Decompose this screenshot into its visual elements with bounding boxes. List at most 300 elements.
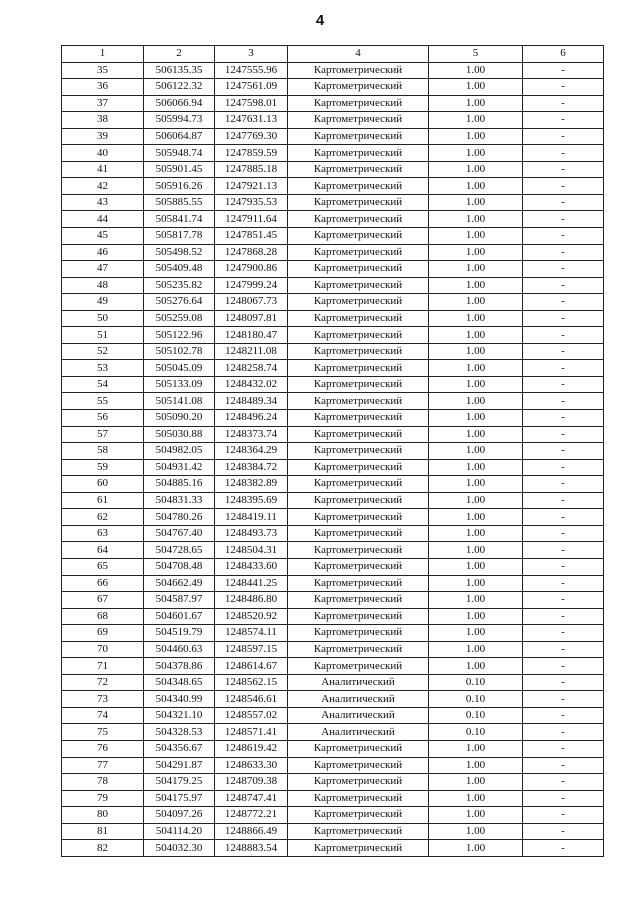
x-coordinate-cell: 505102.78: [144, 343, 215, 360]
y-coordinate-cell: 1247631.13: [215, 112, 288, 129]
method-cell: Картометрический: [288, 194, 429, 211]
x-coordinate-cell: 504348.65: [144, 674, 215, 691]
note-cell: -: [523, 79, 604, 96]
note-cell: -: [523, 228, 604, 245]
method-cell: Картометрический: [288, 492, 429, 509]
table-row: [62, 112, 604, 129]
method-cell: Картометрический: [288, 294, 429, 311]
table-row: [62, 840, 604, 857]
note-cell: -: [523, 641, 604, 658]
y-coordinate-cell: 1247885.18: [215, 161, 288, 178]
note-cell: -: [523, 95, 604, 112]
x-coordinate-cell: 504931.42: [144, 459, 215, 476]
y-coordinate-cell: 1247921.13: [215, 178, 288, 195]
note-cell: -: [523, 360, 604, 377]
note-cell: -: [523, 128, 604, 145]
method-cell: Картометрический: [288, 525, 429, 542]
y-coordinate-cell: 1247598.01: [215, 95, 288, 112]
y-coordinate-cell: 1247859.59: [215, 145, 288, 162]
accuracy-cell: 1.00: [429, 145, 523, 162]
method-cell: Картометрический: [288, 426, 429, 443]
point-number-cell: 78: [62, 774, 144, 791]
method-cell: Аналитический: [288, 724, 429, 741]
method-cell: Картометрический: [288, 310, 429, 327]
table-row: [62, 343, 604, 360]
x-coordinate-cell: 506066.94: [144, 95, 215, 112]
table-row: [62, 277, 604, 294]
x-coordinate-cell: 505916.26: [144, 178, 215, 195]
method-cell: Картометрический: [288, 823, 429, 840]
table-row: [62, 244, 604, 261]
x-coordinate-cell: 504097.26: [144, 807, 215, 824]
note-cell: -: [523, 625, 604, 642]
method-cell: Картометрический: [288, 211, 429, 228]
accuracy-cell: 1.00: [429, 112, 523, 129]
table-row: [62, 393, 604, 410]
point-number-cell: 60: [62, 476, 144, 493]
x-coordinate-cell: 505901.45: [144, 161, 215, 178]
point-number-cell: 46: [62, 244, 144, 261]
point-number-cell: 38: [62, 112, 144, 129]
point-number-cell: 76: [62, 740, 144, 757]
column-header: 5: [429, 46, 523, 63]
note-cell: -: [523, 608, 604, 625]
note-cell: -: [523, 575, 604, 592]
x-coordinate-cell: 505885.55: [144, 194, 215, 211]
note-cell: -: [523, 707, 604, 724]
accuracy-cell: 0.10: [429, 724, 523, 741]
point-number-cell: 56: [62, 410, 144, 427]
accuracy-cell: 1.00: [429, 492, 523, 509]
accuracy-cell: 1.00: [429, 608, 523, 625]
table-row: [62, 790, 604, 807]
method-cell: Картометрический: [288, 145, 429, 162]
point-number-cell: 73: [62, 691, 144, 708]
y-coordinate-cell: 1248180.47: [215, 327, 288, 344]
y-coordinate-cell: 1248614.67: [215, 658, 288, 675]
accuracy-cell: 1.00: [429, 228, 523, 245]
y-coordinate-cell: 1248520.92: [215, 608, 288, 625]
method-cell: Картометрический: [288, 592, 429, 609]
x-coordinate-cell: 504340.99: [144, 691, 215, 708]
point-number-cell: 43: [62, 194, 144, 211]
point-number-cell: 54: [62, 376, 144, 393]
x-coordinate-cell: 505030.88: [144, 426, 215, 443]
accuracy-cell: 1.00: [429, 376, 523, 393]
accuracy-cell: 1.00: [429, 641, 523, 658]
table-row: [62, 128, 604, 145]
method-cell: Картометрический: [288, 443, 429, 460]
y-coordinate-cell: 1248504.31: [215, 542, 288, 559]
y-coordinate-cell: 1248709.38: [215, 774, 288, 791]
accuracy-cell: 1.00: [429, 774, 523, 791]
x-coordinate-cell: 505817.78: [144, 228, 215, 245]
method-cell: Аналитический: [288, 674, 429, 691]
table-row: [62, 674, 604, 691]
coordinates-table: [61, 45, 604, 857]
point-number-cell: 80: [62, 807, 144, 824]
accuracy-cell: 1.00: [429, 277, 523, 294]
accuracy-cell: 1.00: [429, 310, 523, 327]
point-number-cell: 68: [62, 608, 144, 625]
x-coordinate-cell: 505841.74: [144, 211, 215, 228]
accuracy-cell: 1.00: [429, 178, 523, 195]
method-cell: Картометрический: [288, 575, 429, 592]
method-cell: Картометрический: [288, 228, 429, 245]
accuracy-cell: 1.00: [429, 823, 523, 840]
method-cell: Картометрический: [288, 376, 429, 393]
x-coordinate-cell: 504032.30: [144, 840, 215, 857]
accuracy-cell: 1.00: [429, 658, 523, 675]
accuracy-cell: 1.00: [429, 244, 523, 261]
x-coordinate-cell: 505235.82: [144, 277, 215, 294]
x-coordinate-cell: 506122.32: [144, 79, 215, 96]
point-number-cell: 61: [62, 492, 144, 509]
x-coordinate-cell: 504831.33: [144, 492, 215, 509]
accuracy-cell: 1.00: [429, 410, 523, 427]
point-number-cell: 67: [62, 592, 144, 609]
table-row: [62, 211, 604, 228]
point-number-cell: 48: [62, 277, 144, 294]
table-row: [62, 95, 604, 112]
table-row: [62, 161, 604, 178]
y-coordinate-cell: 1248493.73: [215, 525, 288, 542]
y-coordinate-cell: 1248597.15: [215, 641, 288, 658]
method-cell: Картометрический: [288, 244, 429, 261]
method-cell: Картометрический: [288, 360, 429, 377]
accuracy-cell: 1.00: [429, 327, 523, 344]
table-row: [62, 178, 604, 195]
x-coordinate-cell: 505276.64: [144, 294, 215, 311]
accuracy-cell: 1.00: [429, 459, 523, 476]
table-row: [62, 443, 604, 460]
point-number-cell: 72: [62, 674, 144, 691]
method-cell: Картометрический: [288, 608, 429, 625]
table-row: [62, 194, 604, 211]
note-cell: -: [523, 294, 604, 311]
x-coordinate-cell: 505948.74: [144, 145, 215, 162]
method-cell: Картометрический: [288, 277, 429, 294]
accuracy-cell: 0.10: [429, 674, 523, 691]
table-row: [62, 62, 604, 79]
method-cell: Картометрический: [288, 641, 429, 658]
method-cell: Картометрический: [288, 62, 429, 79]
x-coordinate-cell: 504378.86: [144, 658, 215, 675]
y-coordinate-cell: 1248211.08: [215, 343, 288, 360]
x-coordinate-cell: 504114.20: [144, 823, 215, 840]
method-cell: Картометрический: [288, 393, 429, 410]
y-coordinate-cell: 1248067.73: [215, 294, 288, 311]
note-cell: -: [523, 658, 604, 675]
table-row: [62, 294, 604, 311]
note-cell: -: [523, 509, 604, 526]
method-cell: Картометрический: [288, 410, 429, 427]
note-cell: -: [523, 757, 604, 774]
x-coordinate-cell: 506135.35: [144, 62, 215, 79]
y-coordinate-cell: 1248382.89: [215, 476, 288, 493]
x-coordinate-cell: 504321.10: [144, 707, 215, 724]
method-cell: Картометрический: [288, 790, 429, 807]
point-number-cell: 71: [62, 658, 144, 675]
table-row: [62, 228, 604, 245]
y-coordinate-cell: 1247851.45: [215, 228, 288, 245]
method-cell: Картометрический: [288, 327, 429, 344]
x-coordinate-cell: 505994.73: [144, 112, 215, 129]
table-row: [62, 740, 604, 757]
x-coordinate-cell: 504460.63: [144, 641, 215, 658]
method-cell: Картометрический: [288, 658, 429, 675]
point-number-cell: 63: [62, 525, 144, 542]
x-coordinate-cell: 504291.87: [144, 757, 215, 774]
accuracy-cell: 1.00: [429, 62, 523, 79]
point-number-cell: 62: [62, 509, 144, 526]
x-coordinate-cell: 505141.08: [144, 393, 215, 410]
y-coordinate-cell: 1248097.81: [215, 310, 288, 327]
table-row: [62, 459, 604, 476]
note-cell: -: [523, 393, 604, 410]
table-row: [62, 641, 604, 658]
point-number-cell: 59: [62, 459, 144, 476]
point-number-cell: 74: [62, 707, 144, 724]
method-cell: Картометрический: [288, 161, 429, 178]
y-coordinate-cell: 1247900.86: [215, 261, 288, 278]
accuracy-cell: 1.00: [429, 542, 523, 559]
note-cell: -: [523, 840, 604, 857]
table-row: [62, 608, 604, 625]
note-cell: -: [523, 691, 604, 708]
x-coordinate-cell: 504179.25: [144, 774, 215, 791]
accuracy-cell: 1.00: [429, 194, 523, 211]
x-coordinate-cell: 504519.79: [144, 625, 215, 642]
accuracy-cell: 1.00: [429, 807, 523, 824]
x-coordinate-cell: 504175.97: [144, 790, 215, 807]
note-cell: -: [523, 774, 604, 791]
point-number-cell: 40: [62, 145, 144, 162]
accuracy-cell: 1.00: [429, 161, 523, 178]
point-number-cell: 49: [62, 294, 144, 311]
y-coordinate-cell: 1248562.15: [215, 674, 288, 691]
method-cell: Картометрический: [288, 840, 429, 857]
accuracy-cell: 1.00: [429, 476, 523, 493]
method-cell: Картометрический: [288, 79, 429, 96]
column-header: 4: [288, 46, 429, 63]
y-coordinate-cell: 1248419.11: [215, 509, 288, 526]
x-coordinate-cell: 504601.67: [144, 608, 215, 625]
table-row: [62, 658, 604, 675]
table-row: [62, 525, 604, 542]
note-cell: -: [523, 211, 604, 228]
x-coordinate-cell: 504662.49: [144, 575, 215, 592]
note-cell: -: [523, 376, 604, 393]
note-cell: -: [523, 426, 604, 443]
column-header: 2: [144, 46, 215, 63]
method-cell: Картометрический: [288, 757, 429, 774]
method-cell: Картометрический: [288, 542, 429, 559]
y-coordinate-cell: 1248866.49: [215, 823, 288, 840]
y-coordinate-cell: 1248633.30: [215, 757, 288, 774]
point-number-cell: 53: [62, 360, 144, 377]
accuracy-cell: 0.10: [429, 691, 523, 708]
method-cell: Картометрический: [288, 558, 429, 575]
note-cell: -: [523, 525, 604, 542]
method-cell: Картометрический: [288, 95, 429, 112]
note-cell: -: [523, 807, 604, 824]
accuracy-cell: 1.00: [429, 625, 523, 642]
y-coordinate-cell: 1248574.11: [215, 625, 288, 642]
y-coordinate-cell: 1248883.54: [215, 840, 288, 857]
note-cell: -: [523, 542, 604, 559]
y-coordinate-cell: 1248489.34: [215, 393, 288, 410]
method-cell: Картометрический: [288, 112, 429, 129]
x-coordinate-cell: 505045.09: [144, 360, 215, 377]
note-cell: -: [523, 112, 604, 129]
note-cell: -: [523, 62, 604, 79]
table-row: [62, 509, 604, 526]
table-row: [62, 79, 604, 96]
point-number-cell: 35: [62, 62, 144, 79]
table-row: [62, 774, 604, 791]
table-body: [62, 46, 604, 857]
accuracy-cell: 1.00: [429, 79, 523, 96]
note-cell: -: [523, 740, 604, 757]
point-number-cell: 75: [62, 724, 144, 741]
table-row: [62, 410, 604, 427]
note-cell: -: [523, 261, 604, 278]
point-number-cell: 81: [62, 823, 144, 840]
x-coordinate-cell: 504708.48: [144, 558, 215, 575]
note-cell: -: [523, 161, 604, 178]
table-row: [62, 823, 604, 840]
y-coordinate-cell: 1247935.53: [215, 194, 288, 211]
x-coordinate-cell: 505133.09: [144, 376, 215, 393]
x-coordinate-cell: 504982.05: [144, 443, 215, 460]
x-coordinate-cell: 504728.65: [144, 542, 215, 559]
column-header: 1: [62, 46, 144, 63]
accuracy-cell: 1.00: [429, 592, 523, 609]
method-cell: Картометрический: [288, 625, 429, 642]
y-coordinate-cell: 1247911.64: [215, 211, 288, 228]
y-coordinate-cell: 1248571.41: [215, 724, 288, 741]
point-number-cell: 55: [62, 393, 144, 410]
table-row: [62, 261, 604, 278]
x-coordinate-cell: 505090.20: [144, 410, 215, 427]
x-coordinate-cell: 504356.67: [144, 740, 215, 757]
note-cell: -: [523, 558, 604, 575]
point-number-cell: 42: [62, 178, 144, 195]
accuracy-cell: 1.00: [429, 211, 523, 228]
note-cell: -: [523, 674, 604, 691]
column-header: 6: [523, 46, 604, 63]
method-cell: Картометрический: [288, 509, 429, 526]
accuracy-cell: 1.00: [429, 840, 523, 857]
note-cell: -: [523, 178, 604, 195]
point-number-cell: 47: [62, 261, 144, 278]
point-number-cell: 70: [62, 641, 144, 658]
y-coordinate-cell: 1248395.69: [215, 492, 288, 509]
point-number-cell: 41: [62, 161, 144, 178]
accuracy-cell: 1.00: [429, 294, 523, 311]
table-row: [62, 426, 604, 443]
x-coordinate-cell: 504587.97: [144, 592, 215, 609]
point-number-cell: 79: [62, 790, 144, 807]
note-cell: -: [523, 476, 604, 493]
note-cell: -: [523, 459, 604, 476]
y-coordinate-cell: 1248373.74: [215, 426, 288, 443]
x-coordinate-cell: 506064.87: [144, 128, 215, 145]
y-coordinate-cell: 1248432.02: [215, 376, 288, 393]
note-cell: -: [523, 823, 604, 840]
y-coordinate-cell: 1248557.02: [215, 707, 288, 724]
table-row: [62, 492, 604, 509]
accuracy-cell: 1.00: [429, 426, 523, 443]
y-coordinate-cell: 1248486.80: [215, 592, 288, 609]
accuracy-cell: 1.00: [429, 128, 523, 145]
point-number-cell: 39: [62, 128, 144, 145]
accuracy-cell: 1.00: [429, 575, 523, 592]
x-coordinate-cell: 505409.48: [144, 261, 215, 278]
accuracy-cell: 1.00: [429, 261, 523, 278]
point-number-cell: 51: [62, 327, 144, 344]
point-number-cell: 58: [62, 443, 144, 460]
y-coordinate-cell: 1248772.21: [215, 807, 288, 824]
method-cell: Картометрический: [288, 807, 429, 824]
note-cell: -: [523, 443, 604, 460]
method-cell: Картометрический: [288, 740, 429, 757]
point-number-cell: 66: [62, 575, 144, 592]
point-number-cell: 57: [62, 426, 144, 443]
table-row: [62, 575, 604, 592]
point-number-cell: 82: [62, 840, 144, 857]
y-coordinate-cell: 1247868.28: [215, 244, 288, 261]
note-cell: -: [523, 244, 604, 261]
method-cell: Картометрический: [288, 774, 429, 791]
x-coordinate-cell: 504767.40: [144, 525, 215, 542]
y-coordinate-cell: 1248258.74: [215, 360, 288, 377]
y-coordinate-cell: 1248433.60: [215, 558, 288, 575]
point-number-cell: 69: [62, 625, 144, 642]
method-cell: Аналитический: [288, 707, 429, 724]
accuracy-cell: 0.10: [429, 707, 523, 724]
method-cell: Картометрический: [288, 459, 429, 476]
y-coordinate-cell: 1247561.09: [215, 79, 288, 96]
note-cell: -: [523, 592, 604, 609]
table-row: [62, 592, 604, 609]
accuracy-cell: 1.00: [429, 509, 523, 526]
method-cell: Аналитический: [288, 691, 429, 708]
note-cell: -: [523, 492, 604, 509]
point-number-cell: 50: [62, 310, 144, 327]
y-coordinate-cell: 1248747.41: [215, 790, 288, 807]
x-coordinate-cell: 505122.96: [144, 327, 215, 344]
y-coordinate-cell: 1248364.29: [215, 443, 288, 460]
y-coordinate-cell: 1248496.24: [215, 410, 288, 427]
accuracy-cell: 1.00: [429, 525, 523, 542]
x-coordinate-cell: 505498.52: [144, 244, 215, 261]
note-cell: -: [523, 145, 604, 162]
accuracy-cell: 1.00: [429, 393, 523, 410]
page-number: 4: [315, 12, 325, 29]
accuracy-cell: 1.00: [429, 443, 523, 460]
y-coordinate-cell: 1248619.42: [215, 740, 288, 757]
table-row: [62, 707, 604, 724]
point-number-cell: 52: [62, 343, 144, 360]
point-number-cell: 36: [62, 79, 144, 96]
table-header-row: [62, 46, 604, 63]
table-row: [62, 145, 604, 162]
accuracy-cell: 1.00: [429, 558, 523, 575]
y-coordinate-cell: 1248546.61: [215, 691, 288, 708]
accuracy-cell: 1.00: [429, 360, 523, 377]
